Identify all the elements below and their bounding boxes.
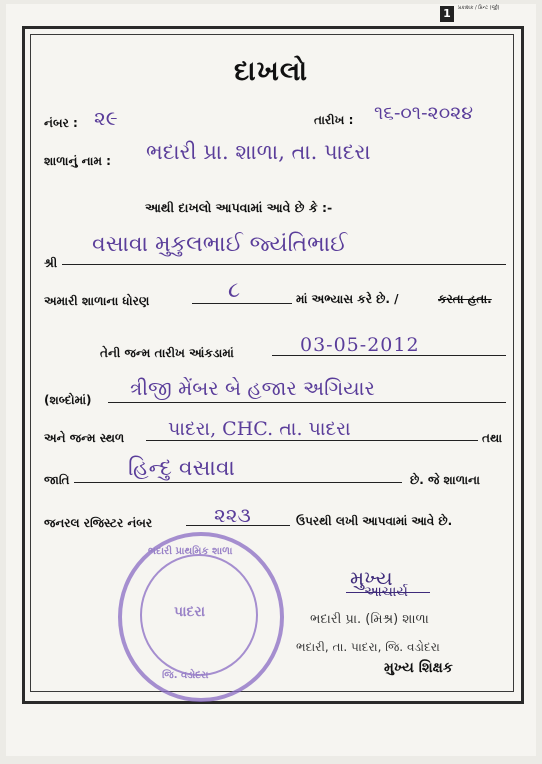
handwritten-signature: મુખ્ય — [350, 566, 393, 590]
caste-line — [74, 482, 402, 483]
dob-words-label: (શબ્દોમાં) — [44, 393, 92, 407]
birthplace-label: અને જન્મ સ્થળ — [44, 431, 125, 445]
shri-prefix: શ્રી — [44, 256, 58, 270]
dob-words-line — [108, 402, 506, 403]
stamp-top-text: ભદારી પ્રાથમિક શાળા — [148, 546, 233, 557]
caste-label: જાતિ — [44, 473, 70, 487]
standard-value: ૮ — [228, 278, 241, 303]
register-label: જનરલ રજિસ્ટર નંબર — [44, 516, 153, 530]
name-line — [62, 264, 506, 265]
intro-text: આથી દાખલો આપવામાં આવે છે કે :- — [145, 200, 333, 215]
caste-suffix: છે. જે શાળાના — [410, 473, 480, 487]
dob-words-value: ત્રીજી મેંબર બે હજાર અગિયાર — [130, 376, 375, 400]
date-value: ૧૬-૦૧-૨૦૨૪ — [374, 102, 474, 124]
standard-line — [192, 303, 292, 304]
number-label: નંબર : — [44, 116, 78, 130]
register-suffix: ઉપરથી લખી આપવામાં આવે છે. — [296, 514, 453, 528]
school-label: શાળાનું નામ : — [44, 154, 111, 168]
printer-text: પ્રકાશક / પ્રિન્ટ (ર્જી) — [458, 5, 500, 11]
stamp-bottom-text: જિ. વડોદરા — [162, 670, 209, 681]
standard-label: અમારી શાળાના ધોરણ — [44, 294, 150, 308]
birthplace-suffix: તથા — [482, 431, 503, 445]
dob-label: તેની જન્મ તારીખ આંકડામાં — [100, 346, 234, 360]
standard-suffix: માં અભ્યાસ કરે છે. / — [296, 292, 399, 306]
school-value: ભદારી પ્રા. શાળા, તા. પાદરા — [146, 140, 371, 164]
dob-value: 03-05-2012 — [300, 334, 420, 356]
acharya-text: આચાર્ય — [364, 584, 408, 600]
birthplace-value: પાદરા, CHC. તા. પાદરા — [168, 418, 351, 440]
signature-address: ભદારી, તા. પાદરા, જિ. વડોદરા — [296, 640, 440, 654]
printer-logo: 1 — [440, 6, 454, 22]
birthplace-line — [146, 440, 478, 441]
student-name: વસાવા મુકુલભાઈ જ્યંતિભાઈ — [92, 232, 348, 257]
certificate-title: દાખલો — [233, 56, 309, 87]
stamp-center-text: પાદરા — [174, 604, 206, 620]
signature-school: ભદારી પ્રા. (મિશ્ર) શાળા — [310, 612, 429, 627]
struck-text: કરતા હતા. — [438, 292, 492, 306]
date-label: તારીખ : — [314, 113, 354, 127]
head-teacher-label: મુખ્ય શિક્ષક — [384, 660, 453, 676]
number-value: ૨૯ — [94, 106, 118, 130]
caste-value: હિન્દુ વસાવા — [128, 456, 235, 481]
register-value: ૨૨૩ — [214, 503, 251, 527]
school-stamp — [118, 532, 284, 702]
